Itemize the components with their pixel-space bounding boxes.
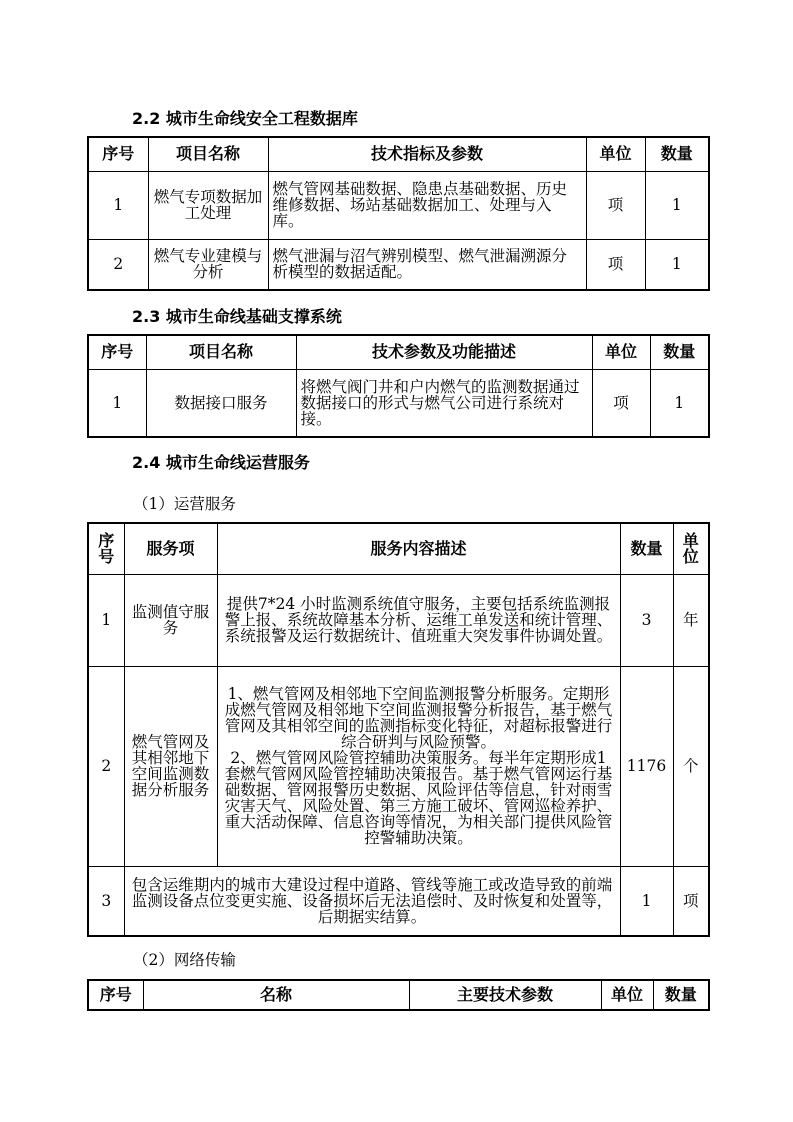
table-row	[88, 171, 709, 239]
cell-unit: 项	[586, 171, 645, 239]
table-row	[88, 866, 709, 936]
cell-name: 燃气专项数据加工处理	[148, 171, 268, 239]
table-operation-services	[87, 522, 710, 937]
cell-qty: 1176	[620, 666, 673, 866]
table-row	[88, 574, 709, 666]
table-header-row	[88, 980, 709, 1010]
table-row	[88, 239, 709, 290]
table-header-row	[88, 523, 709, 574]
cell-unit: 项	[673, 866, 709, 936]
header-qty: 数量	[620, 523, 673, 574]
header-name: 项目名称	[148, 137, 268, 171]
cell-qty: 1	[650, 369, 709, 437]
cell-no: 2	[88, 239, 148, 290]
cell-desc: 将燃气阀门井和户内燃气的监测数据通过数据接口的形式与燃气公司进行系统对接。	[296, 369, 592, 437]
header-qty: 数量	[645, 137, 709, 171]
header-qty: 数量	[650, 335, 709, 369]
header-unit: 单位	[673, 523, 709, 574]
cell-service: 监测值守服务	[124, 574, 217, 666]
cell-service: 燃气管网及其相邻地下空间监测数据分析服务	[124, 666, 217, 866]
cell-qty: 1	[645, 239, 709, 290]
section-heading-2-2: 2.2 城市生命线安全工程数据库	[132, 109, 358, 128]
cell-unit: 个	[673, 666, 709, 866]
cell-desc: 提供7*24 小时监测系统值守服务，主要包括系统监测报警上报、系统故障基本分析、运维工单发送和统计管理、系统报警及运行数据统计、值班重大突发事件协调处置。	[217, 574, 620, 666]
table-support-system	[87, 334, 710, 438]
cell-no: 1	[88, 171, 148, 239]
header-service: 服务项	[124, 523, 217, 574]
header-no: 序号	[88, 335, 146, 369]
cell-qty: 1	[645, 171, 709, 239]
header-name: 项目名称	[146, 335, 296, 369]
table-header-row	[88, 137, 709, 171]
header-unit: 单位	[586, 137, 645, 171]
cell-qty: 3	[620, 574, 673, 666]
header-unit: 单位	[592, 335, 650, 369]
cell-desc: 包含运维期内的城市大建设过程中道路、管线等施工或改造导致的前端监测设备点位变更实施、设备损坏后无法追偿时、及时恢复和处置等，后期据实结算。	[124, 866, 620, 936]
table-header-row	[88, 335, 709, 369]
header-name: 名称	[143, 980, 409, 1010]
cell-qty: 1	[620, 866, 673, 936]
header-no: 序号	[88, 137, 148, 171]
cell-unit: 年	[673, 574, 709, 666]
table-data-warehouse	[87, 136, 710, 291]
cell-no: 1	[88, 574, 124, 666]
table-row	[88, 666, 709, 866]
cell-name: 数据接口服务	[146, 369, 296, 437]
cell-desc: 燃气泄漏与沼气辨别模型、燃气泄漏溯源分析模型的数据适配。	[268, 239, 586, 290]
cell-unit: 项	[586, 239, 645, 290]
subheading-network: （2）网络传输	[133, 951, 236, 969]
table-row	[88, 369, 709, 437]
cell-name: 燃气专业建模与分析	[148, 239, 268, 290]
header-unit: 单位	[601, 980, 653, 1010]
subheading-operations: （1）运营服务	[133, 495, 236, 513]
cell-desc: 燃气管网基础数据、隐患点基础数据、历史维修数据、场站基础数据加工、处理与入库。	[268, 171, 586, 239]
header-no: 序号	[88, 523, 124, 574]
desc-paragraph-1: 1、燃气管网及相邻地下空间监测报警分析服务。定期形成燃气管网及相邻地下空间监测报警分析报告，基于燃气管网及其相邻空间的监测指标变化特征，对超标报警进行综合研判与风险预警。	[224, 685, 613, 751]
table-network-transmission	[87, 979, 710, 1011]
section-heading-2-4: 2.4 城市生命线运营服务	[132, 453, 310, 472]
header-qty: 数量	[653, 980, 709, 1010]
cell-no: 1	[88, 369, 146, 437]
cell-no: 2	[88, 666, 124, 866]
section-heading-2-3: 2.3 城市生命线基础支撑系统	[132, 307, 342, 326]
header-desc: 技术指标及参数	[268, 137, 586, 171]
header-desc: 服务内容描述	[217, 523, 620, 574]
cell-desc	[217, 666, 620, 866]
cell-no: 3	[88, 866, 124, 936]
cell-unit: 项	[592, 369, 650, 437]
header-desc: 技术参数及功能描述	[296, 335, 592, 369]
desc-paragraph-2: 2、燃气管网风险管控辅助决策服务。每半年定期形成1 套燃气管网风险管控辅助决策报告。基于燃气管网运行基础数据、管网报警历史数据、风险评估等信息，针对雨雪灾害天气、风险处置、第三方施工破坏、管网巡检养护、重大活动保障、信息咨询等情况，为相关部门提供风险管控警辅助决策。	[224, 749, 613, 847]
header-params: 主要技术参数	[409, 980, 601, 1010]
header-no: 序号	[88, 980, 143, 1010]
